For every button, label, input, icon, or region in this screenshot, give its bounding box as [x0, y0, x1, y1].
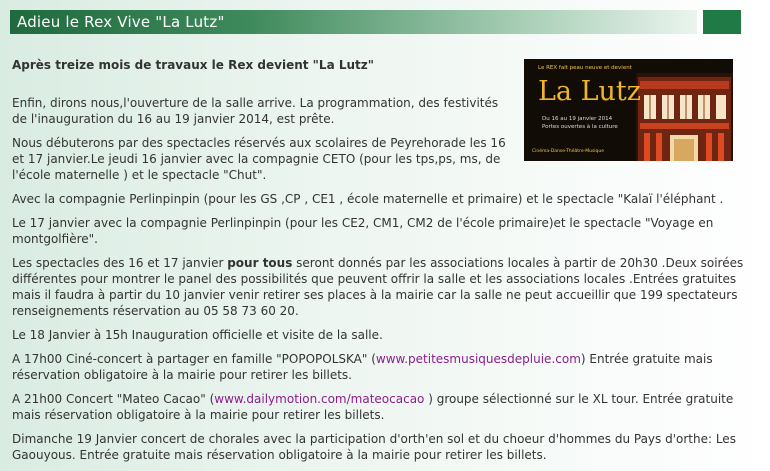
paragraph-inauguration: Le 18 Janvier à 15h Inauguration officielle et visite de la salle. — [12, 328, 383, 342]
dailymotion-link[interactable]: www.dailymotion.com/mateocacao — [214, 392, 425, 406]
paragraph-perlinpinpin: Avec la compagnie Perlinpinpin (pour les GS ,CP , CE1 , école maternelle et primaire) et le spectacle "Kalaï l'éléphant . — [12, 192, 724, 206]
cine-concert-text-end: ) Entrée gratuite mais réservation obligatoire à la mairie pour retirer les billets. — [12, 352, 713, 382]
petitesmusiques-link[interactable]: www.petitesmusiquesdepluie.com — [375, 352, 581, 366]
paragraph-concert-mateo — [12, 391, 744, 423]
poster-footer: Cinéma-Danse-Théâtre-Musique — [532, 149, 605, 154]
pour-tous-bold: pour tous — [227, 256, 293, 270]
title-bar — [10, 10, 697, 34]
paragraph-17-janvier: Le 17 janvier avec la compagnie Perlinpinpin (pour les CE2, CM1, CM2 de l'école primaire)et le spectacle "Voyage en montgolfière". — [12, 216, 714, 246]
paragraph-cine-concert — [12, 351, 744, 383]
page-title: Adieu le Rex Vive "La Lutz" — [17, 13, 225, 31]
pour-tous-text-end: seront donnés par les associations locales à partir de 20h30 .Deux soirées différentes pour montrer le panel des possibilités que peuvent offrir la salle et les associations locales .Entrées gratuites mais il faudra à partir du 10 janvier venir retirer ses places à la mairie car la salle ne peut accueillir que 199 spectateurs renseignements réservation au 05 58 73 60 20. — [12, 256, 744, 318]
poster-tagline: Le REX fait peau neuve et devient — [538, 65, 632, 71]
concert-text-end: ) groupe sélectionné sur le XL tour. Entrée gratuite mais réservation obligatoire à la mairie pour retirer les billets. — [12, 392, 734, 422]
title-accent-box — [703, 10, 741, 34]
paragraph-scolaires: Nous débuterons par des spectacles réservés aux scolaires de Peyrehorade les 16 et 17 janvier.Le jeudi 16 janvier avec la compagnie CETO (pour les tps,ps, ms, de l'école maternelle ) et le spectacle "Chut". — [12, 136, 506, 182]
poster-name: La Lutz — [538, 76, 642, 107]
paragraph-chorales: Dimanche 19 Janvier concert de chorales avec la participation d'orth'en sol et du choeur d'hommes du Pays d'orthe: Les Gaouyous. Entrée gratuite mais réservation obligatoire à la mairie pour retirer les billets. — [12, 432, 736, 462]
poster-doors: Portes ouvertes à la culture — [542, 124, 618, 130]
cine-concert-text-start: A 17h00 Ciné-concert à partager en famille "POPOPOLSKA" ( — [12, 352, 376, 366]
paragraph-opening: Enfin, dirons nous,l'ouverture de la salle arrive. La programmation, des festivités de l'inauguration du 16 au 19 janvier 2014, est prête. — [12, 96, 499, 126]
pour-tous-text-start: Les spectacles des 16 et 17 janvier — [12, 256, 228, 270]
concert-text-start: A 21h00 Concert "Mateo Cacao" ( — [12, 392, 215, 406]
paragraph-pour-tous — [12, 255, 744, 319]
article-headline: Après treize mois de travaux le Rex devient "La Lutz" — [12, 58, 375, 72]
poster-date-range: Du 16 au 19 janvier 2014 — [542, 116, 613, 122]
article-body — [12, 95, 744, 471]
